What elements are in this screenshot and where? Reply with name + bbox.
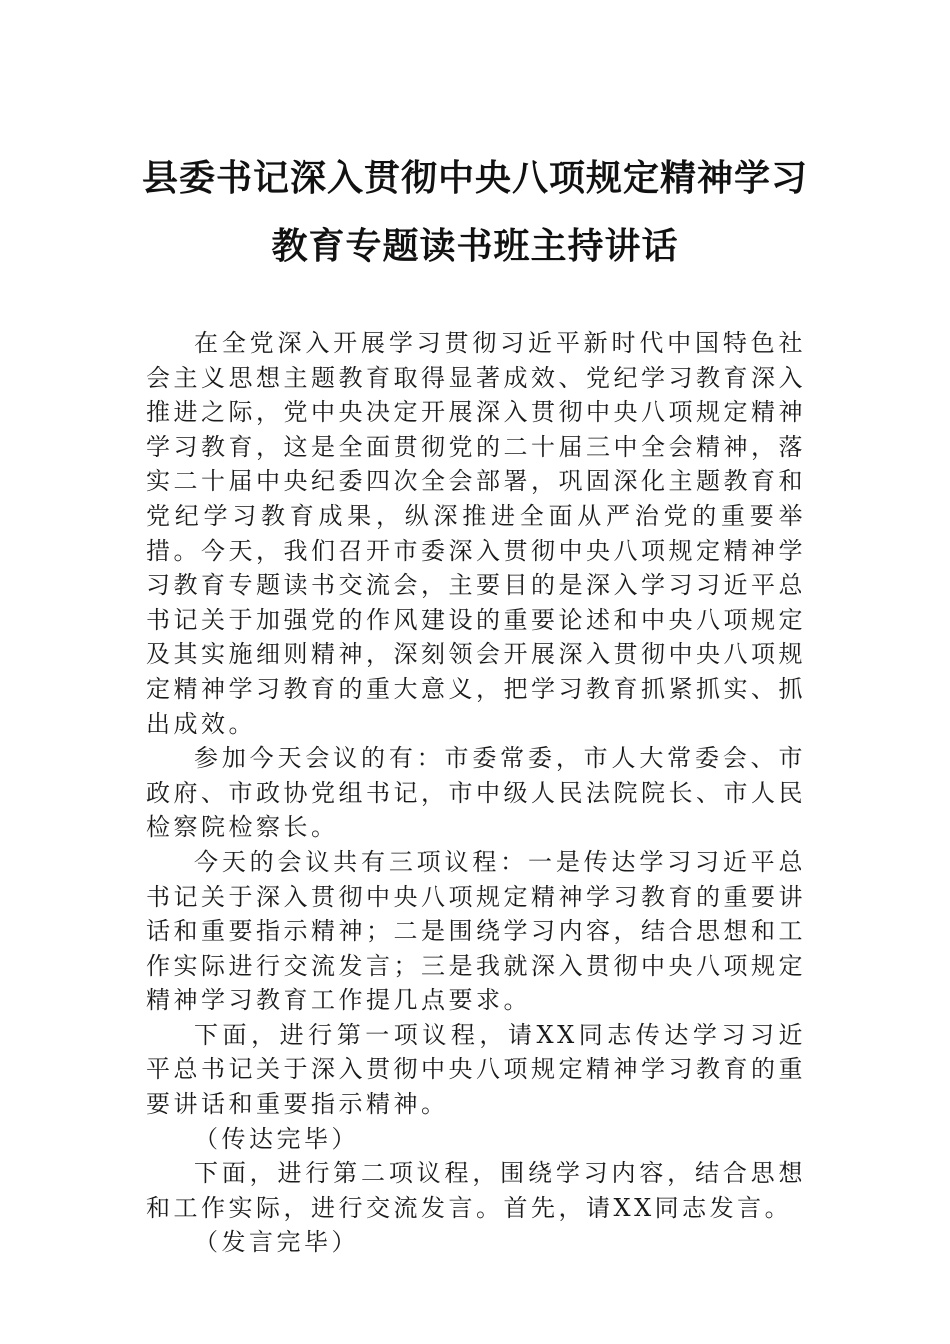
title-line-1: 县委书记深入贯彻中央八项规定精神学习 [141,157,808,199]
paragraph-note-relay-done: （传达完毕） [194,1124,359,1153]
paragraph-item-one: 下面，进行第一项议程，请XX同志传达学习习近平总书记关于深入贯彻中央八项规定精神学习教育的重要讲话和重要指示精神。 [146,1020,806,1119]
paragraph-attendees: 参加今天会议的有：市委常委，市人大常委会、市政府、市政协党组书记，市中级人民法院院长、市人民检察院检察长。 [146,744,806,842]
paragraph-agenda: 今天的会议共有三项议程：一是传达学习习近平总书记关于深入贯彻中央八项规定精神学习教育的重要讲话和重要指示精神；二是围绕学习内容，结合思想和工作实际进行交流发言；三是我就深入贯彻中央八项规定精神学习教育工作提几点要求。 [146,847,806,1015]
paragraph-note-speech-done: （发言完毕） [194,1228,359,1257]
document-body [146,326,806,1260]
title-line-2: 教育专题读书班主持讲话 [271,225,679,267]
document-title [130,157,820,267]
paragraph-intro: 在全党深入开展学习贯彻习近平新时代中国特色社会主义思想主题教育取得显著成效、党纪学习教育深入推进之际，党中央决定开展深入贯彻中央八项规定精神学习教育，这是全面贯彻党的二十届三中全会精神，落实二十届中央纪委四次全会部署，巩固深化主题教育和党纪学习教育成果，纵深推进全面从严治党的重要举措。今天，我们召开市委深入贯彻中央八项规定精神学习教育专题读书交流会，主要目的是深入学习习近平总书记关于加强党的作风建设的重要论述和中央八项规定及其实施细则精神，深刻领会开展深入贯彻中央八项规定精神学习教育的重大意义，把学习教育抓紧抓实、抓出成效。 [146,329,806,738]
paragraph-item-two: 下面，进行第二项议程，围绕学习内容，结合思想和工作实际，进行交流发言。首先，请XX同志发言。 [146,1159,806,1222]
